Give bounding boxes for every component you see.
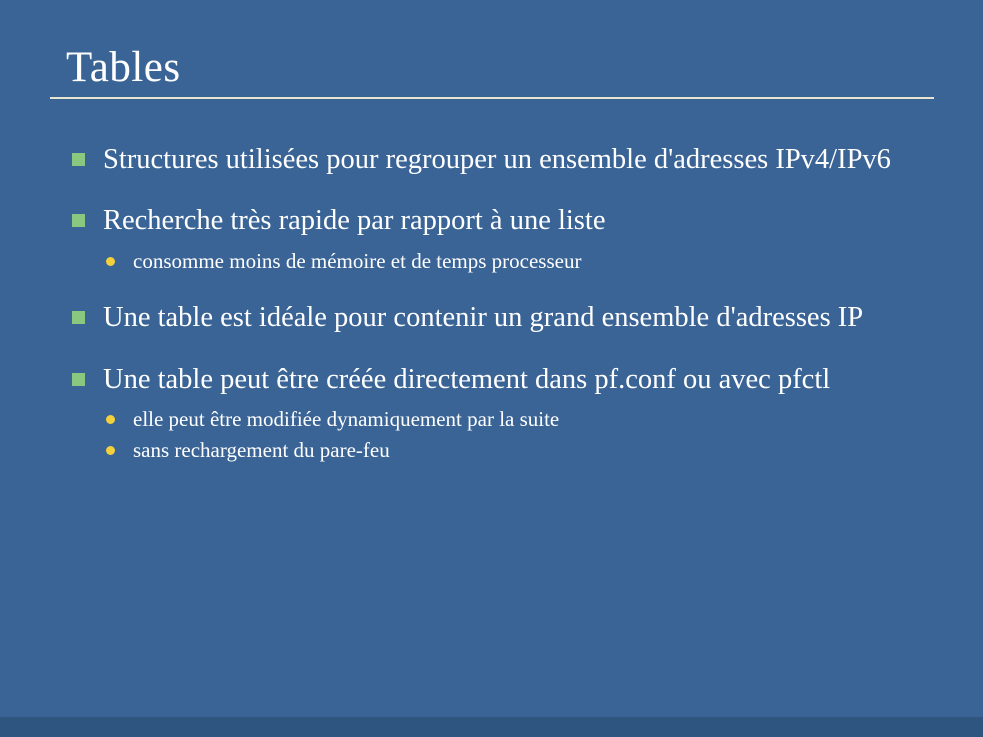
square-bullet-icon (72, 311, 85, 324)
square-bullet-icon (72, 373, 85, 386)
dot-bullet-icon (106, 257, 115, 266)
dot-bullet-icon (106, 446, 115, 455)
list-item-label: Structures utilisées pour regrouper un ensemble d'adresses IPv4/IPv6 (103, 144, 891, 175)
dot-bullet-icon (106, 415, 115, 424)
list-item-label: Recherche très rapide par rapport à une liste (103, 205, 606, 237)
list-item (70, 360, 950, 399)
sub-list (70, 405, 950, 466)
sub-list-item-label: consomme moins de mémoire et de temps processeur (133, 248, 582, 273)
sub-list-item (70, 436, 950, 466)
list-item (70, 298, 950, 337)
list-item (70, 140, 950, 179)
slide-body (70, 140, 950, 467)
list-item (70, 201, 950, 240)
sub-list-item-label: elle peut être modifiée dynamiquement par la suite (133, 407, 560, 432)
sub-list-item (70, 405, 950, 435)
title-divider (50, 97, 934, 99)
slide-title-area (50, 44, 934, 99)
list-item-label: Une table peut être créée directement dans pf.conf ou avec pfctl (103, 363, 831, 395)
bullet-group (70, 298, 950, 337)
square-bullet-icon (72, 153, 85, 166)
page-title: Tables (66, 44, 181, 91)
bullet-group (70, 201, 950, 276)
footer-bar (0, 719, 983, 737)
sub-list-item (70, 247, 950, 277)
bullet-group (70, 140, 950, 179)
sub-list (70, 247, 950, 277)
list-item-label: Une table est idéale pour contenir un grand ensemble d'adresses IP (103, 302, 864, 334)
square-bullet-icon (72, 214, 85, 227)
sub-list-item-label: sans rechargement du pare-feu (133, 437, 390, 462)
bullet-group (70, 360, 950, 466)
